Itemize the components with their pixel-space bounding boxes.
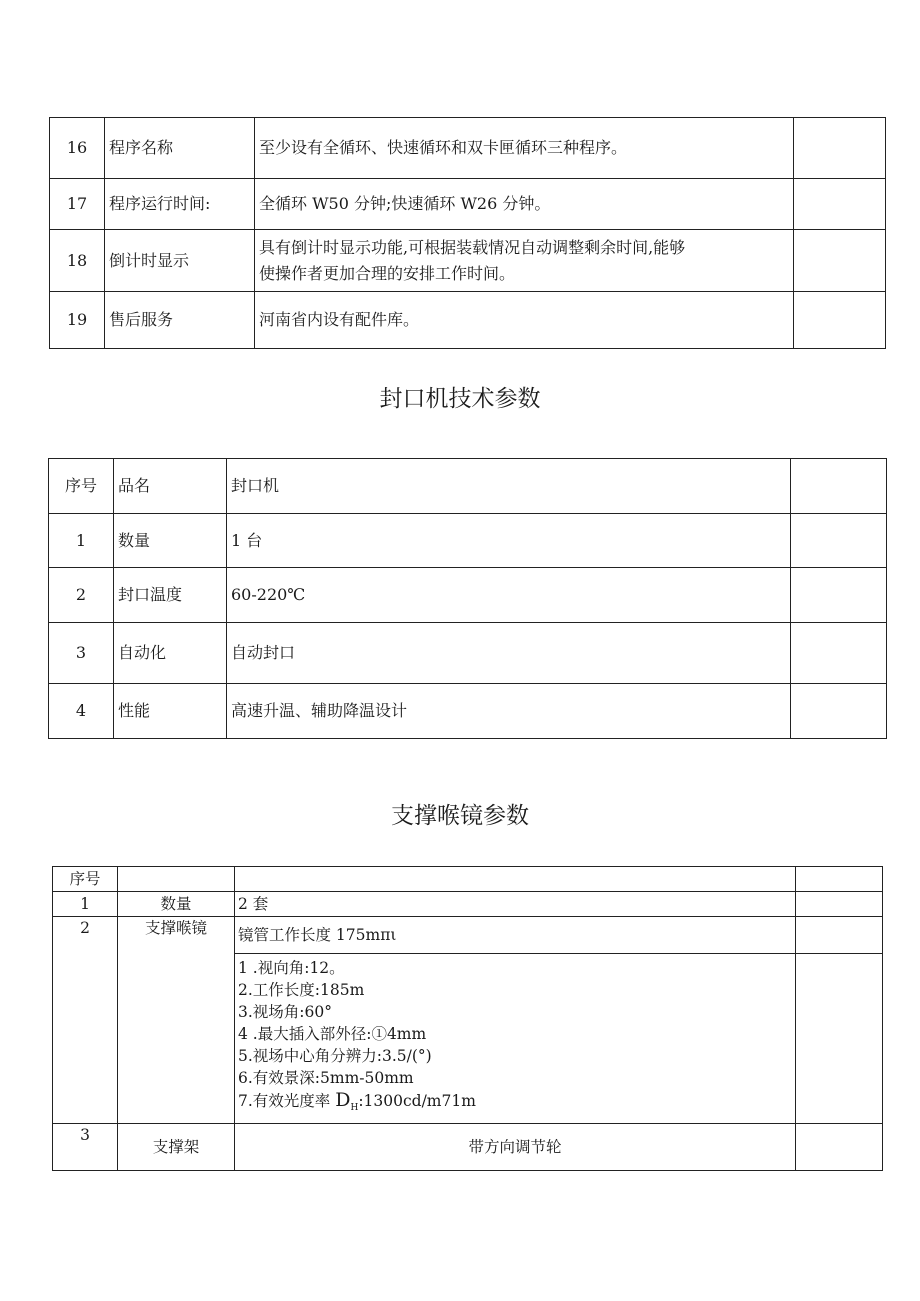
item-name: 程序运行时间:: [105, 179, 255, 230]
empty-cell: [791, 568, 887, 623]
header-name: 品名: [114, 459, 227, 514]
detail-line: 5.视场中心角分辨力:3.5/(°): [238, 1047, 432, 1065]
item-spec: 自动封口: [227, 623, 791, 684]
detail-subscript: H: [350, 1103, 359, 1114]
item-spec: 2 套: [235, 892, 796, 917]
row-number: 4: [49, 684, 114, 739]
item-spec: 60-220℃: [227, 568, 791, 623]
item-name: 倒计时显示: [105, 230, 255, 292]
row-number: 1: [49, 514, 114, 568]
table-row: [53, 1124, 883, 1171]
table-row: [50, 118, 886, 179]
item-name: 数量: [114, 514, 227, 568]
item-name: 支撑喉镜: [118, 917, 235, 1124]
item-spec: 1 台: [227, 514, 791, 568]
header-row: [53, 867, 883, 892]
empty-cell: [794, 230, 886, 292]
item-spec: 河南省内设有配件库。: [255, 292, 794, 349]
empty-cell: [794, 179, 886, 230]
empty-cell: [235, 867, 796, 892]
item-spec: 镜管工作长度 175mπι: [235, 917, 796, 954]
item-name: 程序名称: [105, 118, 255, 179]
item-name: 封口温度: [114, 568, 227, 623]
row-number: 1: [53, 892, 118, 917]
row-number: 18: [50, 230, 105, 292]
detail-line: 4 .最大插入部外径:①4mm: [238, 1025, 427, 1043]
detail-list: [235, 954, 796, 1124]
empty-cell: [791, 623, 887, 684]
detail-text: 7.有效光度率: [238, 1092, 336, 1110]
table-row: [50, 292, 886, 349]
program-table: [49, 117, 886, 349]
empty-cell: [794, 118, 886, 179]
item-spec: [255, 230, 794, 292]
detail-line: 1 .视向角:12。: [238, 959, 345, 977]
empty-cell: [796, 867, 883, 892]
row-number: 16: [50, 118, 105, 179]
detail-symbol: D: [335, 1089, 351, 1111]
table-row: [49, 684, 887, 739]
item-name: 售后服务: [105, 292, 255, 349]
section-title: 支撑喉镜参数: [391, 803, 529, 829]
table-row: [49, 568, 887, 623]
empty-cell: [794, 292, 886, 349]
item-spec: 高速升温、辅助降温设计: [227, 684, 791, 739]
detail-line: 3.视场角:60°: [238, 1003, 332, 1021]
empty-cell: [118, 867, 235, 892]
row-number: 3: [49, 623, 114, 684]
detail-line: 2.工作长度:185m: [238, 981, 365, 999]
header-spec: 封口机: [227, 459, 791, 514]
item-name: 数量: [118, 892, 235, 917]
empty-cell: [791, 514, 887, 568]
spec-line: 使操作者更加合理的安排工作时间。: [259, 263, 516, 283]
item-spec: 全循环 W50 分钟;快速循环 W26 分钟。: [255, 179, 794, 230]
table-row: [53, 892, 883, 917]
row-number: 17: [50, 179, 105, 230]
header-no: 序号: [49, 459, 114, 514]
table-row: [50, 230, 886, 292]
section-title: 封口机技术参数: [379, 386, 541, 412]
header-no: 序号: [53, 867, 118, 892]
item-name: 自动化: [114, 623, 227, 684]
table-row: [50, 179, 886, 230]
table-row: [53, 917, 883, 954]
empty-cell: [796, 954, 883, 1124]
empty-cell: [796, 1124, 883, 1171]
row-number: 2: [53, 917, 118, 1124]
empty-cell: [791, 684, 887, 739]
empty-cell: [796, 917, 883, 954]
row-number: 3: [53, 1124, 118, 1171]
empty-cell: [796, 892, 883, 917]
item-name: 性能: [114, 684, 227, 739]
header-row: [49, 459, 887, 514]
sealer-spec-table: [48, 458, 887, 739]
row-number: 19: [50, 292, 105, 349]
detail-line: 6.有效景深:5mm-50mm: [238, 1069, 414, 1087]
empty-cell: [791, 459, 887, 514]
spec-line: 具有倒计时显示功能,可根据装载情况自动调整剩余时间,能够: [259, 237, 686, 257]
item-spec: 至少设有全循环、快速循环和双卡匣循环三种程序。: [255, 118, 794, 179]
laryngoscope-spec-table: [52, 866, 883, 1171]
item-name: 支撑架: [118, 1124, 235, 1171]
detail-line: [238, 1089, 792, 1119]
table-row: [49, 514, 887, 568]
row-number: 2: [49, 568, 114, 623]
detail-text: :1300cd/m71m: [358, 1092, 476, 1110]
item-spec: 带方向调节轮: [235, 1124, 796, 1171]
table-row: [49, 623, 887, 684]
